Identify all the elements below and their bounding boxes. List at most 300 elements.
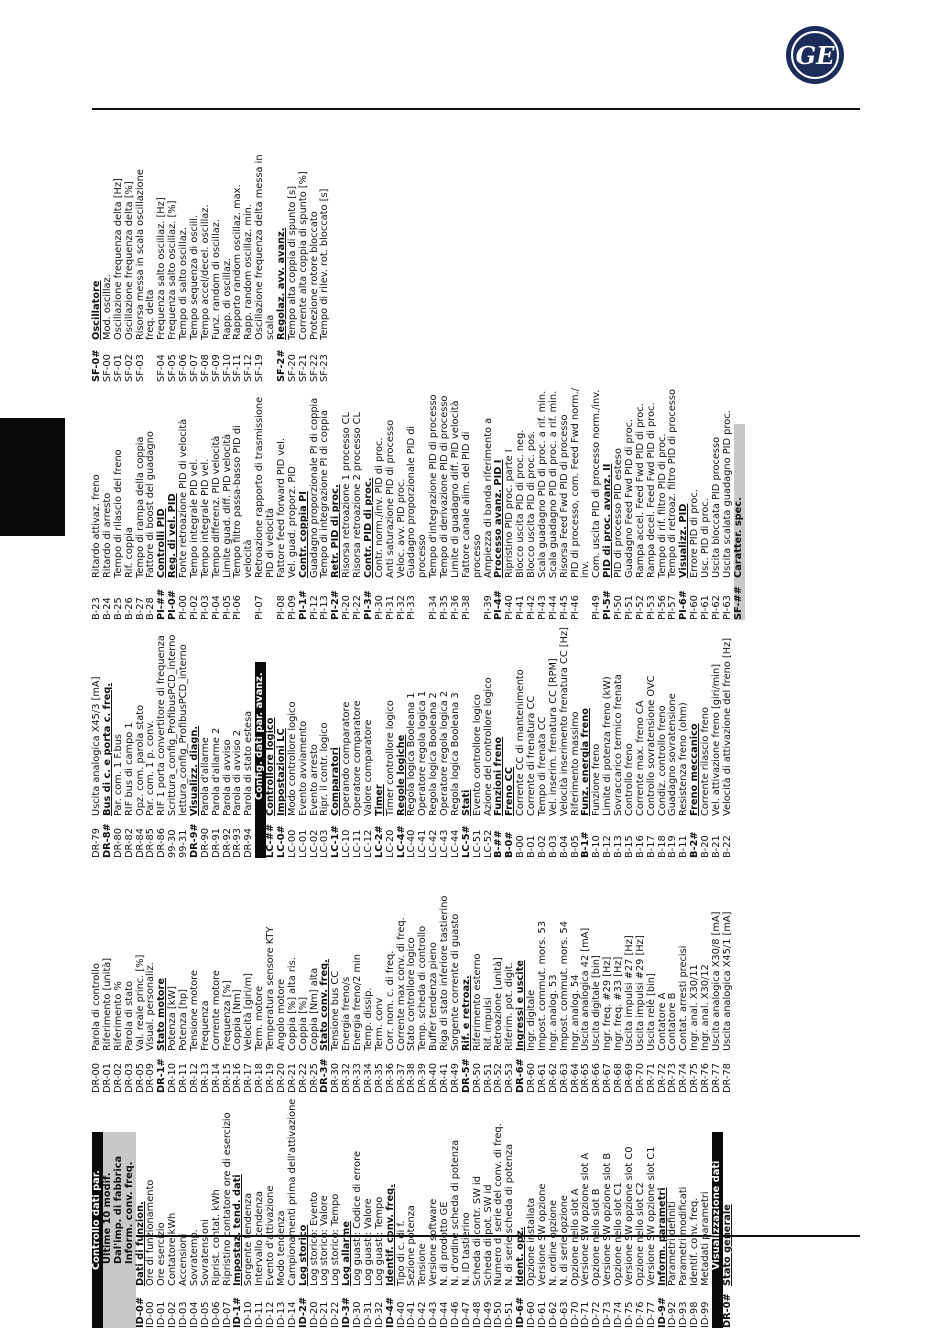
parameter-code: SF-12 [243, 354, 255, 382]
parameter-code: DR-64 [569, 1063, 581, 1093]
parameter-label: Tipo di c. di f. [395, 1220, 407, 1286]
parameter-row [386, 662, 397, 858]
parameter-label: Config. dati par. avanz. [254, 672, 266, 800]
parameter-label: Identif. conv. freq. [689, 1197, 701, 1286]
parameter-label: Ore esercizio [156, 1222, 168, 1286]
parameter-label: Timer controllore logico [384, 700, 396, 816]
parameter-row [636, 662, 647, 858]
parameter-label: Evento arresto [308, 744, 320, 816]
parameter-label: Impost. commut. mors. 53 [536, 921, 548, 1051]
parameter-code: PI-39 [482, 595, 494, 620]
parameter-label: N. ID tastierino [460, 1212, 472, 1286]
parameter-label: Ingr. analog. 54 [569, 974, 581, 1051]
parameter-code: DR-33 [352, 1063, 363, 1093]
parameter-label: Operatore regola logica 1 [417, 690, 429, 816]
parameter-code: ID-00 [145, 1301, 157, 1328]
parameter-label: Energia freno/s [341, 976, 353, 1051]
parameter-label: Buffer tendenza pieno [428, 942, 440, 1051]
parameter-label: Usc. PID di proc. [700, 498, 711, 578]
parameter-code: SF-22 [308, 354, 320, 382]
parameter-code: DR-16 [232, 1063, 244, 1093]
parameter-column [91, 154, 331, 382]
parameter-label: Tempo alta coppia di spunto [s] [286, 185, 298, 340]
parameter-label: Evento avviamento [297, 720, 309, 816]
parameter-code: PI-43 [536, 595, 548, 620]
parameter-row [212, 662, 223, 858]
parameter-label: Visualizz. PID [678, 503, 690, 578]
parameter-code: PI-60 [689, 595, 701, 620]
parameter-label: Funz. random di oscillaz. [210, 219, 222, 340]
parameter-label: Blocco uscita PID di proc. neg. [515, 429, 527, 578]
parameter-code: ID-62 [547, 1301, 559, 1328]
parameter-code: ID-0# [134, 1296, 146, 1328]
parameter-code: ID-40 [395, 1301, 407, 1328]
parameter-code: LC-2# [373, 825, 385, 858]
parameter-label: Stati [460, 789, 472, 816]
parameter-code: DR-66 [591, 1063, 603, 1093]
parameter-label: Log guasti: Codice di errore [352, 1150, 363, 1286]
parameter-label: Tempo accel/decel. oscillaz. [199, 204, 211, 340]
parameter-label: Potenza [hp] [178, 989, 189, 1051]
parameter-row [386, 897, 397, 1093]
parameter-label: Potenza [kW] [167, 986, 179, 1051]
parameter-code: B-24 [101, 597, 113, 620]
parameter-code: SF-10 [221, 354, 233, 382]
parameter-label: Risorsa messa in scala oscillazione [134, 169, 146, 340]
parameter-label: Term. motore [254, 985, 266, 1051]
parameter-code: ID-20 [308, 1301, 320, 1328]
parameter-label: Ampiezza di banda riferimento a [482, 417, 494, 578]
parameter-label: Sorgente tendenza [243, 1192, 255, 1286]
parameter-code: ID-06 [210, 1301, 222, 1328]
parameter-label: Par. com. 1 F.bus [112, 733, 124, 816]
parameter-label: Coppia [%] alta ris. [286, 957, 298, 1051]
parameter-code: PI-49 [591, 595, 603, 620]
parameter-code: DR-38 [406, 1063, 418, 1093]
parameter-label: RIF 1 porta convertitore di frequenza [156, 635, 168, 816]
parameter-code: DR-32 [341, 1063, 353, 1093]
parameter-row [212, 897, 223, 1093]
parameter-label: Tempo di integrazione PI di coppia [319, 409, 331, 578]
parameter-label: Uscita analogica X30/8 [mA] [710, 911, 722, 1051]
parameter-label: Ingr. anal. X30/11 [689, 964, 701, 1051]
parameter-code: PI-62 [710, 595, 722, 620]
parameter-row [636, 1132, 647, 1328]
parameter-label: Versione SW opzione slot B [602, 1152, 614, 1286]
parameter-code: DR-14 [210, 1063, 222, 1093]
parameter-label: Metadati parametri [700, 1191, 711, 1286]
parameter-row [549, 897, 560, 1093]
parameter-code: PI-42 [526, 595, 537, 620]
parameter-code: DR-15 [221, 1063, 233, 1093]
parameter-code: ID-41 [406, 1301, 418, 1328]
parameter-label: Log storico: Tempo [330, 1193, 342, 1286]
logo-text: GE [795, 40, 835, 70]
parameter-group-header [386, 1132, 397, 1328]
parameter-code: PI-56 [656, 595, 668, 620]
parameter-code: LC-11 [352, 829, 363, 858]
parameter-row [647, 1132, 658, 1328]
parameter-code: B-20 [700, 835, 711, 858]
parameter-code: PI-44 [547, 595, 559, 620]
parameter-code: DR-76 [700, 1063, 711, 1093]
parameter-label: Velocità di attivazione del freno [Hz] [721, 637, 733, 816]
parameter-label: Ritardo di arresto [101, 492, 113, 578]
parameter-code: B-12 [602, 835, 614, 858]
parameter-label: Campionamenti prima dell'attivazione [286, 1098, 298, 1286]
parameter-label: Oscillazione frequenza delta [Hz] [112, 178, 124, 340]
parameter-label: Rampa decel. Feed Fwd PID di proc. [645, 402, 657, 578]
parameter-row [134, 169, 147, 382]
parameter-code: ID-77 [645, 1301, 657, 1328]
parameter-code: LC-51 [471, 829, 483, 858]
parameter-label: Visualizz. diagn. [188, 725, 200, 816]
parameter-label: Ident. opz. [515, 1226, 527, 1286]
parameter-code: ID-46 [449, 1301, 461, 1328]
parameter-label: Risorsa Feed Fwd PID di processo [558, 414, 570, 578]
parameter-column [91, 627, 734, 858]
parameter-label: RIF bus di campo 1 [123, 722, 135, 816]
parameter-label: Log storico: Evento [308, 1191, 320, 1286]
parameter-code: ID-75 [623, 1301, 635, 1328]
parameter-label: Valore comparatore [362, 719, 374, 816]
parameter-label: Vel. attivazione freno [giri/min] [710, 663, 722, 816]
parameter-code: B-05 [569, 835, 581, 858]
parameter-code: B-0# [504, 831, 516, 858]
parameter-label: Funzione freno [591, 743, 603, 816]
parameter-row [288, 662, 299, 858]
parameter-label: Rampa accel. Feed Fwd PID di proc. [634, 403, 646, 578]
parameter-label: Vel. guad. proporz. PID [286, 466, 298, 578]
parameter-label: Contr. norm./inv. PID di proc. [373, 437, 385, 578]
parameter-code: ID-48 [471, 1301, 483, 1328]
parameter-group-header [299, 1132, 310, 1328]
parameter-code: PI-57 [667, 595, 679, 620]
parameter-label: Opzione nello slot C1 [613, 1182, 624, 1286]
parameter-label: Identif. conv. freq. [384, 1184, 396, 1286]
parameter-label: Modo controllore logico [286, 701, 298, 816]
parameter-label: Frequenza salto oscillaz. [Hz] [156, 197, 168, 340]
parameter-label: Limite di potenza freno (kW) [602, 676, 614, 816]
parameter-label: Contr. PID di proc. [362, 477, 374, 578]
parameter-label: Uscita analogica X45/3 [mA] [91, 676, 102, 816]
parameter-code: PI-40 [504, 595, 516, 620]
parameter-code: DR-8# [101, 823, 113, 858]
parameter-code [92, 1286, 103, 1328]
parameter-code: SF-02 [123, 354, 135, 382]
parameter-label: Ingr. freq. #33 [Hz] [613, 956, 624, 1051]
parameter-row [462, 424, 473, 620]
parameter-label: Corrente max conv. di freq. [395, 917, 407, 1051]
parameter-label: Log allarme [341, 1220, 353, 1286]
parameter-label: Intervallo tendenza [254, 1190, 266, 1286]
parameter-code: ID-76 [634, 1301, 646, 1328]
parameter-label: N. ordine opzione [547, 1199, 559, 1286]
parameter-row [407, 1132, 418, 1328]
parameter-label: Impostaz. tend. dati [232, 1174, 244, 1286]
parameter-code: PI-04 [210, 595, 222, 620]
parameter-label: Coppia [Nm] alta [308, 967, 320, 1051]
parameter-code: PI-08 [275, 595, 287, 620]
parameter-label: Scala guadagno PID di proc. a rif. min. [536, 390, 548, 578]
parameter-label: Oscillatore [91, 280, 102, 340]
parameter-label: Rif. coppia [123, 526, 135, 578]
parameter-code: PI-51 [623, 595, 635, 620]
parameter-code: PI-20 [341, 595, 353, 620]
parameter-code: PI-07 [254, 595, 266, 620]
parameter-row [560, 897, 571, 1093]
parameter-code: PI-36 [449, 595, 461, 620]
parameter-code: SF-01 [112, 354, 124, 382]
parameter-row [547, 658, 560, 858]
parameter-code: B-00 [515, 835, 527, 858]
parameter-code: LC-43 [439, 829, 450, 858]
parameter-code: PI-06 [232, 595, 244, 620]
parameter-label: Controllo freno [623, 743, 635, 816]
parameter-code: B-26 [123, 597, 135, 620]
parameter-code: SF-2# [275, 349, 287, 382]
parameter-code: PI-33 [406, 595, 418, 620]
parameter-code: ID-70 [569, 1301, 581, 1328]
parameter-label: Temp. dissip. [362, 987, 374, 1051]
parameter-label: Parola di avviso [221, 739, 233, 816]
parameter-label: Guadagno sovratensione [667, 693, 679, 816]
parameter-label: Guadagno proporzionale PID di [406, 425, 418, 578]
parameter-code: LC-52 [482, 829, 494, 858]
parameter-group-header [114, 1132, 125, 1328]
parameter-code: SF-20 [286, 354, 298, 382]
parameter-code: DR-12 [188, 1063, 200, 1093]
parameter-code: LC-01 [297, 829, 309, 858]
parameter-label: Riprist. contat. kWh [210, 1189, 222, 1286]
parameter-row [560, 1132, 571, 1328]
parameter-code: B-1# [580, 831, 592, 858]
parameter-table [92, 148, 860, 1328]
parameter-code: B-2# [689, 831, 701, 858]
parameter-label: Reg. di vel. PID [167, 493, 179, 578]
parameter-label: Sovraccarico termico frenata [613, 674, 624, 816]
parameter-code: LC-40 [406, 829, 418, 858]
parameter-label: Contatore B [667, 992, 679, 1051]
parameter-code: PI-32 [395, 595, 407, 620]
parameter-row [168, 1132, 179, 1328]
parameter-row [112, 178, 125, 382]
parameter-row [569, 387, 582, 620]
parameter-code: DR-19 [265, 1063, 276, 1093]
parameter-label: Versione SW opzione slot C1 [645, 1146, 657, 1286]
parameter-label: Scrittura_config_ProfibusPCD_interno [167, 634, 179, 816]
parameter-code: DR-72 [656, 1063, 668, 1093]
parameter-code: DR-94 [243, 828, 255, 858]
parameter-label: Stato conv. freq. [319, 959, 331, 1051]
parameter-code: DR-60 [526, 1063, 537, 1093]
section-tab [0, 418, 65, 536]
parameter-label: Rapp. di oscillaz. [221, 257, 233, 340]
parameter-code: ID-42 [417, 1301, 429, 1328]
parameter-label: Sovratemp. [188, 1229, 200, 1286]
parameter-label: Versione SW opzione slot A [580, 1152, 592, 1286]
parameter-code: DR-61 [536, 1063, 548, 1093]
parameter-code: ID-4# [384, 1296, 396, 1328]
parameter-code: SF-## [732, 586, 744, 620]
parameter-label: Regola logica Booleana 1 [406, 692, 418, 816]
parameter-row [473, 1132, 484, 1328]
parameter-label: Frequenza salto oscillaz. [%] [167, 200, 179, 340]
parameter-code: DR-3# [319, 1058, 331, 1093]
parameter-label: Fattore feed forward PID vel. [275, 438, 287, 578]
parameter-label: Tempo di rif. filtro PID di proc. [656, 433, 668, 578]
parameter-code: PI-09 [286, 595, 298, 620]
parameter-code: DR-52 [493, 1063, 505, 1093]
parameter-row [375, 1132, 386, 1328]
parameter-label: Evento d'attivazione [265, 1185, 276, 1286]
parameter-code: PI-30 [373, 595, 385, 620]
parameter-label: Corrente di frenatura CC [526, 695, 537, 816]
parameter-code: DR-09 [145, 1063, 157, 1093]
parameter-code: ID-13 [275, 1301, 287, 1328]
parameter-label: Velocità [giri/m] [243, 973, 255, 1051]
parameter-label: Funzioni freno [493, 736, 505, 816]
parameter-label: Parametri modificati [678, 1186, 690, 1286]
parameter-code: SF-08 [199, 354, 211, 382]
parameter-code: PI-38 [460, 595, 472, 620]
parameter-label: velocità [243, 539, 255, 578]
parameter-label: Operatore comparatore [352, 700, 363, 816]
parameter-code: DR-00 [91, 1063, 102, 1093]
parameter-label: Opzione nello slot B [591, 1188, 603, 1286]
parameter-label: Vel. inserim. frenatura CC [RPM] [547, 658, 559, 816]
parameter-code: B-23 [91, 597, 102, 620]
parameter-label: Impost. commut. mors. 54 [558, 921, 570, 1051]
parameter-column [92, 897, 734, 1093]
parameter-label: Azione del controllore logico [482, 677, 494, 816]
parameter-column [91, 1098, 734, 1328]
parameter-code: B-28 [145, 597, 157, 620]
parameter-code: DR-01 [101, 1063, 113, 1093]
parameter-label: Contatore A [656, 992, 668, 1051]
parameter-label: Riferim. pot. digit. [504, 962, 516, 1051]
parameter-code [473, 578, 484, 620]
parameter-code: ID-30 [352, 1301, 363, 1328]
parameter-label: Condiz. controllo freno [656, 705, 668, 816]
parameter-code: SF-05 [167, 354, 179, 382]
parameter-code: ID-60 [526, 1301, 537, 1328]
parameter-label: Tempo d'integrazione PID di processo [428, 394, 440, 578]
parameter-label: PID di processo, com. Feed Fwd norm./ [569, 387, 581, 578]
parameter-code: LC-1# [330, 825, 342, 858]
ge-logo [786, 26, 844, 84]
parameter-label: Parola di stato [123, 981, 135, 1051]
parameter-label: scala [265, 314, 276, 340]
parameter-row [473, 662, 484, 858]
parameter-code: B-10 [591, 835, 603, 858]
parameter-code: DR-86 [156, 828, 168, 858]
parameter-code: DR-75 [689, 1063, 701, 1093]
parameter-code: DR-90 [199, 828, 211, 858]
parameter-label: Ore di funzionamento [145, 1179, 157, 1286]
parameter-code: ID-50 [493, 1301, 505, 1328]
parameter-label: Ultime 10 modif. [101, 1172, 113, 1264]
parameter-label: Tempo differenz. PID velocità [210, 435, 222, 578]
parameter-group-header [375, 662, 386, 858]
parameter-label: Ripristino contatore ore di esercizio [221, 1112, 233, 1286]
parameter-label: Tempo filtro passa-basso PID di [232, 425, 244, 578]
parameter-row [723, 897, 734, 1093]
parameter-row [634, 403, 647, 620]
parameter-label: Stato generale [721, 1204, 733, 1286]
parameter-code: ID-10 [243, 1301, 255, 1328]
parameter-row [320, 186, 331, 382]
parameter-label: Limite di guadagno diff. PID velocità [449, 400, 461, 578]
parameter-code: ID-22 [330, 1301, 342, 1328]
parameter-label: Anti saturazione PID di processo [384, 419, 396, 578]
parameter-code: 99-30 [167, 829, 179, 858]
parameter-label: Fattore canale alim. del PID di [460, 431, 472, 578]
parameter-code: ID-01 [156, 1301, 168, 1328]
parameter-code: B-13 [613, 835, 624, 858]
parameter-code: DR-77 [710, 1063, 722, 1093]
parameter-row [114, 424, 125, 620]
parameter-code: DR-69 [623, 1063, 635, 1093]
parameter-row [123, 181, 136, 382]
parameter-code: ID-9# [656, 1296, 668, 1328]
parameter-row [407, 424, 418, 620]
parameter-label: Parola di avviso 2 [232, 730, 244, 816]
parameter-label: Fonte retroazione PID di velocità [178, 418, 189, 578]
parameter-code: ID-43 [428, 1301, 440, 1328]
parameter-code: DR-40 [428, 1063, 440, 1093]
parameter-row [297, 171, 310, 382]
parameter-label: Oscillazione frequenza delta [%] [123, 181, 135, 340]
parameter-code: SF-11 [232, 354, 244, 382]
parameter-label: Log guasti: Tempo [373, 1196, 385, 1286]
parameter-code: PI-46 [569, 595, 581, 620]
parameter-code: ID-71 [580, 1301, 592, 1328]
parameter-code: PI-## [156, 588, 168, 620]
parameter-code: ID-03 [178, 1301, 189, 1328]
parameter-label: Com. uscita PID di processo norm./inv. [591, 389, 603, 578]
parameter-label: processo [417, 534, 429, 578]
parameter-code: DR-79 [91, 828, 102, 858]
parameter-label: Ingr. analog. 53 [547, 974, 559, 1051]
parameter-label: Uscita analogica X45/1 [mA] [721, 911, 733, 1051]
parameter-label: Term. conv [373, 997, 385, 1051]
parameter-code: LC-00 [286, 829, 298, 858]
parameter-label: Parametri definiti [667, 1201, 679, 1286]
parameter-row [288, 424, 299, 620]
parameter-label: Val. reale princ. [%] [134, 954, 146, 1051]
parameter-label: Fattore di boost del guadagno [145, 431, 157, 578]
parameter-label: Protezione rotore bloccato [308, 211, 320, 340]
parameter-row [473, 897, 484, 1093]
parameter-code: PI-34 [428, 595, 440, 620]
parameter-code: DR-39 [417, 1063, 429, 1093]
parameter-code: PI-03 [199, 595, 211, 620]
parameter-code: LC-## [265, 823, 276, 858]
parameter-code: PI-02 [188, 595, 200, 620]
parameter-row [254, 154, 266, 382]
parameter-label: Evento controllore logico [471, 694, 483, 816]
parameter-code: SF-06 [178, 354, 189, 382]
parameter-label: Dati di funzion. [134, 1201, 146, 1286]
parameter-label: Resistenza freno (ohm) [678, 702, 690, 816]
parameter-code: PI-4# [493, 590, 505, 620]
parameter-row [201, 186, 212, 382]
parameter-code: B-22 [721, 835, 733, 858]
parameter-code: PI-41 [515, 595, 527, 620]
parameter-code: PI-22 [352, 595, 363, 620]
parameter-row [212, 1132, 223, 1328]
